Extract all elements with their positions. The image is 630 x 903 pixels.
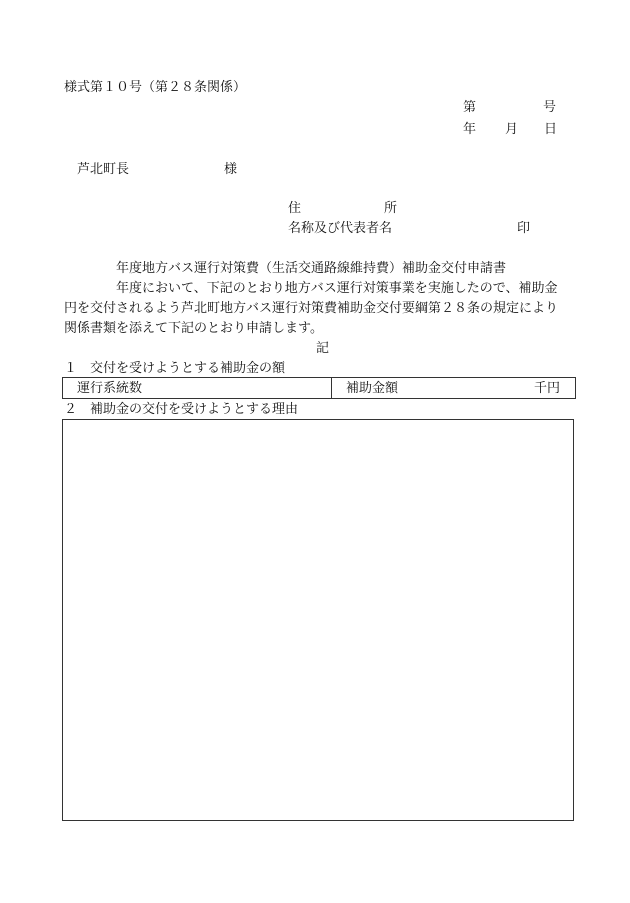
addressee-name: 芦北町長 bbox=[77, 162, 130, 177]
address-label-second: 所 bbox=[384, 201, 398, 216]
document-number-suffix: 号 bbox=[543, 100, 557, 115]
date-day-label: 日 bbox=[544, 122, 558, 137]
date-month-label: 月 bbox=[505, 122, 519, 137]
amount-table-divider bbox=[331, 378, 332, 398]
addressee-honorific: 様 bbox=[224, 162, 238, 177]
reason-text-box[interactable] bbox=[62, 419, 574, 821]
amount-table bbox=[62, 377, 576, 399]
form-title: 様式第１０号（第２８条関係） bbox=[64, 80, 247, 95]
document-title: 年度地方バス運行対策費（生活交通路線維持費）補助金交付申請書 bbox=[116, 261, 507, 276]
amount-label: 補助金額 bbox=[346, 381, 399, 396]
body-line-1: 年度において、下記のとおり地方バス運行対策事業を実施したので、補助金 bbox=[116, 281, 558, 296]
document-number-prefix: 第 bbox=[463, 100, 477, 115]
body-line-3: 関係書類を添えて下記のとおり申請します。 bbox=[64, 321, 323, 336]
body-line-2: 円を交付されるよう芦北町地方バス運行対策費補助金交付要綱第２８条の規定により bbox=[64, 301, 559, 316]
amount-unit-label: 千円 bbox=[534, 381, 561, 396]
routes-count-label: 運行系統数 bbox=[77, 381, 143, 396]
representative-label: 名称及び代表者名 bbox=[288, 221, 393, 236]
section2-heading: ２ 補助金の交付を受けようとする理由 bbox=[64, 402, 299, 417]
ki-marker: 記 bbox=[316, 341, 330, 356]
seal-label: 印 bbox=[517, 221, 531, 236]
date-year-label: 年 bbox=[463, 122, 477, 137]
address-label-first: 住 bbox=[288, 201, 302, 216]
section1-heading: １ 交付を受けようとする補助金の額 bbox=[64, 361, 286, 376]
